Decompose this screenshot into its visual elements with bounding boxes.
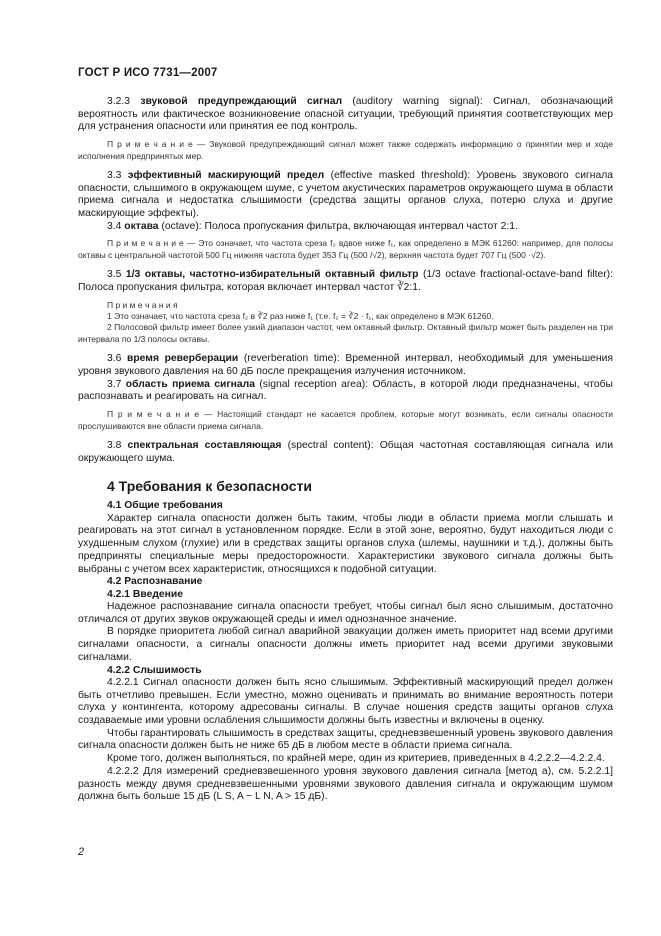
text-run: П р и м е ч а н и е — Звуковой предупреждающий сигнал может также содержать информацию о принятии мер и ходе исполнения предпринятых мер. <box>78 139 613 161</box>
text-run: 3.8 <box>107 439 128 451</box>
section-heading <box>78 478 613 495</box>
term: время реверберации <box>127 353 239 365</box>
text-run: Кроме того, должен выполняться, по крайней мере, один из критериев, приведенных в 4.2.2.2—4.2.2.4. <box>107 753 605 765</box>
term: звуковой предупреждающий сигнал <box>140 96 343 107</box>
text-run: 3.2.3 <box>107 96 141 107</box>
term: область приема сигнала <box>125 378 255 390</box>
text-run: 4.2.2.1 Сигнал опасности должен быть ясно слышимым. Эффективный маскирующий предел должен быть отчетливо превышен. Если уместно, можно оценивать и принимать во внимание вероятность потери слуха у контингента, которому адресованы сигналы. В случае ношения средств защиты органов слуха создаваемые ими уровни ослабления слышимости должны быть известны и включены в оценку. <box>78 676 613 727</box>
body-paragraph <box>78 753 613 766</box>
text-run: 2 Полосовой фильтр имеет более узкий диапазон частот, чем октавный фильтр. Октавный фильтр может быть разделен на три интервала по 1/3 полосы октавы. <box>78 322 613 344</box>
text-run: Чтобы гарантировать слышимость в средствах защиты, средневзвешенный уровень звукового давления сигнала опасности должен быть не ниже 65 дБ в любом месте в области приема сигнала. <box>78 727 613 752</box>
text-run: 4.2.2 Слышимость <box>107 664 202 676</box>
running-header: ГОСТ Р ИСО 7731—2007 <box>78 67 218 79</box>
text-run: Характер сигнала опасности должен быть таким, чтобы люди в области приема могли слышать и реагировать на этот сигнал в установленном порядке. Если в этой зоне, вероятно, будут находиться люди с ухудшенным слухом (глухие) или в средствах защиты органов слуха (шлемы, наушники и т.д.), должны быть предприняты специальные меры предосторожности. Характеристики звукового сигнала должны быть выбраны с учетом всех характеристик, относящихся к подобной ситуации. <box>78 512 613 575</box>
term: спектральная составляющая <box>127 439 282 451</box>
text-run: (reverberation time): Временной интервал, необходимый для уменьшения уровня звукового давления на 60 дБ после прекращения излучения источником. <box>78 353 613 377</box>
text-run: (effective masked threshold): Уровень звукового сигнала опасности, слышимого в окружающем шуме, с учетом акустических параметров окружающего шума в области приема сигнала и недостатка слышимости (средства защиты органов слуха, потерю слуха и другие маскирующие эффекты). <box>78 169 613 220</box>
subsection-heading <box>78 576 613 588</box>
body-paragraph <box>78 626 613 664</box>
text-run: 4.2 Распознавание <box>107 576 203 588</box>
body-paragraph <box>78 353 613 378</box>
text-run: 3.4 <box>107 220 125 232</box>
document-body <box>78 96 613 804</box>
text-run: 3.5 <box>107 269 126 281</box>
term: октава <box>124 220 159 232</box>
spacer <box>78 465 613 478</box>
text-run: П р и м е ч а н и е — Настоящий стандарт не касается проблем, которые могут возникать, если сигналы опасности прослушиваются вне области приема сигнала. <box>78 409 613 431</box>
text-run: 4.2.2.2 Для измерений средневзвешенного уровня звукового давления сигнала [метод а), см. 5.2.2.1] разность между двумя средневзвешенными уровнями звукового давления сигнала и окружающим шумом должна быть больше 15 дБ (L S, A − L N, A > 15 дБ). <box>78 765 613 803</box>
body-paragraph <box>78 170 613 221</box>
spacer <box>78 162 613 170</box>
term: эффективный маскирующий предел <box>127 169 325 181</box>
text-run: (auditory warning signal): Сигнал, обозначающий вероятность или фактическое возникновение опасной ситуации, требующий принятия соответствующих мер для устранения опасности или принятия ее под контроль. <box>78 96 613 133</box>
text-run: 4.2.1 Введение <box>107 588 184 600</box>
text-run: П р и м е ч а н и е — Это означает, что частота среза f₂ вдвое ниже f₁, как определено в МЭК 61260: например, для полосы октавы с центральной частотой 500 Гц нижняя частота будет 353 Гц (500 /√2), верхняя частота будет 707 Гц (500 ·√2). <box>78 238 613 260</box>
text-run: (1/3 octave fractional-octave-band filter): Полоса пропускания фильтра, которая включает интервал частот ∛2:1. <box>78 269 613 293</box>
text-run: 1 Это означает, что частота среза f₂ в ∛2 раз ниже f₁ (т.е. f₂ = ∛2 · f₁, как определено в МЭК 61260. <box>107 311 494 322</box>
note-paragraph <box>78 139 613 162</box>
note-paragraph <box>78 322 613 345</box>
subsection-heading <box>78 500 613 512</box>
note-paragraph <box>78 238 613 261</box>
body-paragraph <box>78 601 613 626</box>
body-paragraph <box>78 728 613 753</box>
text-run: 3.7 <box>107 378 126 390</box>
body-paragraph <box>78 766 613 804</box>
text-run: 3.3 <box>107 169 128 181</box>
text-run: (signal reception area): Область, в которой люди предназначены, чтобы распознавать и реагировать на сигнал. <box>78 378 613 403</box>
body-paragraph <box>78 269 613 294</box>
text-run: 3.6 <box>107 353 127 365</box>
text-run: 4 Требования к безопасности <box>107 478 312 495</box>
term: 1/3 октавы, частотно-избирательный октавный фильтр <box>125 269 419 281</box>
subsection-heading <box>78 589 613 601</box>
note-paragraph <box>78 409 613 432</box>
text-run: 4.1 Общие требования <box>107 500 223 512</box>
body-paragraph <box>78 677 613 728</box>
text-run: (spectral content): Общая частотная составляющая сигнала или окружающего шума. <box>78 439 613 464</box>
body-paragraph <box>78 513 613 577</box>
text-run: (octave): Полоса пропускания фильтра, включающая интервал частот 2:1. <box>158 220 518 232</box>
body-paragraph <box>78 440 613 465</box>
body-paragraph <box>78 96 613 134</box>
subsection-heading <box>78 665 613 677</box>
spacer <box>78 432 613 440</box>
body-paragraph <box>78 221 613 234</box>
text-run: В порядке приоритета любой сигнал аварийной эвакуации должен иметь приоритет над всеми другими сигналами опасности, а сигналы опасности должны иметь приоритет над всеми другими звуковыми сигналами. <box>78 626 613 663</box>
note-paragraph <box>78 311 613 322</box>
body-paragraph <box>78 379 613 404</box>
note-paragraph <box>78 300 613 311</box>
text-run: Надежное распознавание сигнала опасности требует, чтобы сигнал был ясно слышимым, достаточно отличался от других звуков окружающей среды и имел однозначное значение. <box>78 601 613 625</box>
page-number: 2 <box>78 846 85 858</box>
text-run: П р и м е ч а н и я <box>107 299 178 310</box>
